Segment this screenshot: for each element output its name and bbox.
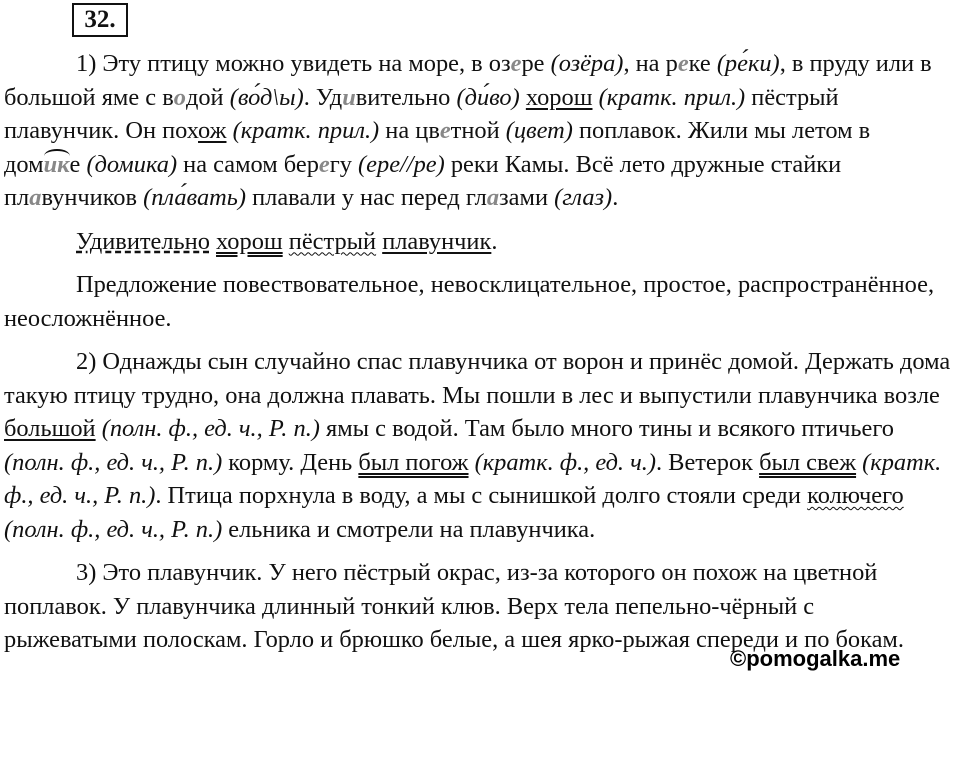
text: , в пруду или в большой яме с в — [4, 50, 932, 111]
underlined-word: колючего — [807, 482, 904, 509]
check-word: (ди́во) — [456, 83, 520, 111]
parse-predicate: хорош — [216, 227, 283, 255]
text: корму. День — [222, 448, 359, 476]
sentence-parse — [4, 225, 952, 259]
check-word: (пла́вать) — [143, 184, 247, 211]
text: гу — [329, 150, 359, 178]
text: дой — [185, 83, 230, 111]
text: ке — [688, 50, 717, 77]
text: . — [612, 184, 619, 211]
text: зами — [499, 184, 555, 211]
grammar-note: (полн. ф., ед. ч., Р. п.) — [4, 515, 223, 543]
parse-attribute: пёстрый — [288, 227, 377, 255]
grammar-note: (полн. ф., ед. ч., Р. п.) — [4, 448, 223, 476]
text: . Ветерок — [655, 448, 760, 476]
text: пёстрый плавунчик. Он пох — [4, 83, 839, 144]
parse-subject: плавунчик — [382, 227, 492, 255]
grammar-note: (полн. ф., ед. ч., Р. п.) — [101, 415, 320, 442]
vowel-highlight: и — [342, 83, 356, 111]
underlined-ending: ож — [198, 117, 227, 144]
underlined-word: был погож — [358, 448, 469, 476]
vowel-highlight: е — [318, 150, 330, 178]
vowel-highlight: а — [486, 184, 500, 211]
check-word: (ере//ре) — [358, 150, 445, 178]
vowel-highlight: е — [510, 50, 522, 77]
text: вунчиков — [41, 184, 144, 211]
text: е — [69, 150, 87, 178]
paragraph-1 — [4, 47, 952, 215]
check-word: (во́д\ы) — [229, 83, 304, 111]
text: плавали у нас перед гл — [246, 184, 487, 211]
underlined-word: большой — [4, 415, 96, 442]
paragraph-3: 3) Это плавунчик. У него пёстрый окрас, из-за которого он похож на цветной поплавок. У плавунчика длинный тонкий клюв. Верх тела пепельно-чёрный с рыжеватыми полоскам. Горло и брюшко белые, а шея ярко-рыжая спереди и по бокам. — [4, 559, 904, 653]
underlined-word: хорош — [525, 83, 593, 111]
underlined-word: был свеж — [759, 448, 857, 476]
exercise-number: 32. — [72, 3, 128, 37]
text: . Птица порхнула в воду, а мы с сынишкой долго стояли среди — [155, 482, 808, 509]
sentence-description: Предложение повествовательное, невосклицательное, простое, распространённое, неосложнённое. — [4, 271, 935, 332]
check-word: (цвет) — [505, 117, 573, 144]
vowel-highlight: а — [29, 184, 42, 211]
grammar-note: (кратк. ф., ед. ч., Р. п.) — [4, 448, 942, 509]
text: на самом бер — [177, 150, 319, 178]
watermark: ©pomogalka.me — [730, 646, 901, 671]
check-word: (ре́ки) — [716, 50, 780, 77]
text: тной — [450, 117, 506, 144]
grammar-note: (кратк. ф., ед. ч.) — [474, 448, 656, 476]
text: поплавок. Жили мы летом в дом — [4, 117, 871, 178]
text: ельника и смотрели на плавунчика. — [222, 515, 596, 543]
check-word: (домика) — [86, 150, 178, 178]
text: ямы с водой. Там было много тины и всякого птичьего — [319, 415, 894, 442]
text: реки Камы. Всё лето дружные стайки пл — [4, 150, 842, 211]
text: , на р — [623, 50, 678, 77]
text: . Уд — [303, 83, 343, 111]
check-word: (глаз) — [554, 184, 613, 211]
parse-adverb: Удивительно — [76, 227, 210, 255]
grammar-note: (кратк. прил.) — [598, 83, 746, 111]
exercise-text — [4, 47, 952, 657]
vowel-highlight: о — [173, 83, 186, 111]
grammar-note: (кратк. прил.) — [232, 117, 380, 144]
vowel-highlight: е — [439, 117, 451, 144]
text: вительно — [355, 83, 457, 111]
suffix-mark: ик — [43, 150, 70, 178]
text: на цв — [379, 117, 440, 144]
text: ре — [521, 50, 551, 77]
vowel-highlight: е — [677, 50, 689, 77]
text: 2) Однажды сын случайно спас плавунчика от ворон и принёс домой. Держать дома такую птицу трудно, она должна плавать. Мы пошли в лес и выпустили плавунчика возле — [4, 348, 951, 409]
check-word: (озёра) — [550, 50, 624, 77]
paragraph-2 — [4, 345, 952, 546]
text: 1) Эту птицу можно увидеть на море, в оз — [76, 50, 511, 77]
text: . — [491, 227, 498, 255]
